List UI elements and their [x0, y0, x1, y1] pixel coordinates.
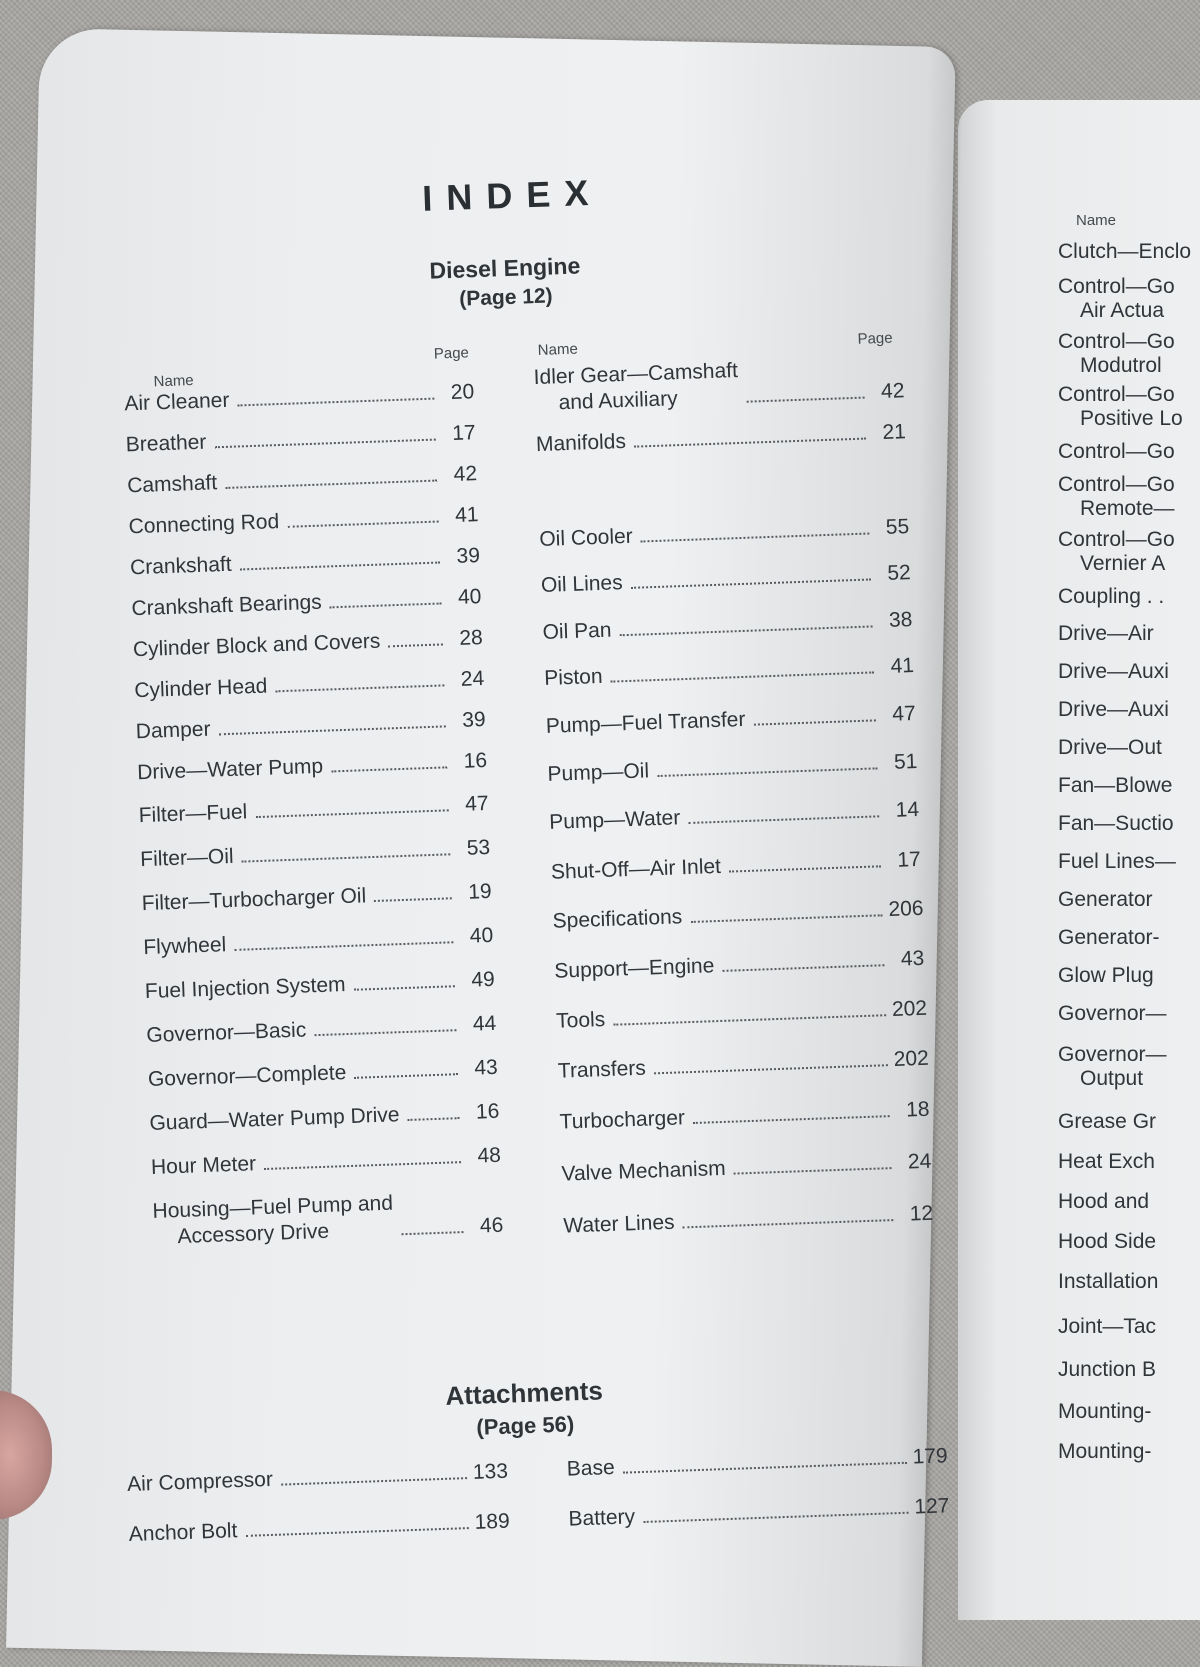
- entry-name: Base: [566, 1455, 616, 1481]
- index-entry: [563, 1201, 934, 1240]
- diesel-heading: Diesel Engine: [429, 252, 581, 284]
- entry-name: Crankshaft: [129, 552, 232, 580]
- entry-page-number: 17: [897, 847, 922, 872]
- entry-name: Control—Go: [1058, 473, 1175, 496]
- next-page-entry: [1058, 275, 1175, 323]
- next-page-entry: [1058, 528, 1175, 576]
- next-page-entry: [1058, 1358, 1156, 1382]
- entry-name-continued: Remote—: [1080, 497, 1175, 520]
- entry-page-number: 53: [466, 835, 491, 860]
- entry-page-number: 202: [891, 996, 928, 1021]
- entry-name: Support—Engine: [554, 954, 715, 983]
- leader-dots: [613, 1014, 886, 1026]
- entry-name: Drive—Air: [1058, 622, 1154, 645]
- entry-name: Control—Go: [1058, 383, 1175, 406]
- leader-dots: [242, 853, 451, 862]
- leader-dots: [330, 602, 442, 608]
- leader-dots: [388, 643, 443, 647]
- index-entry: [557, 1046, 928, 1085]
- index-entry: [148, 1055, 499, 1093]
- next-page-entry: [1058, 1150, 1155, 1174]
- entry-name: Filter—Fuel: [138, 800, 248, 828]
- entry-page-number: 202: [893, 1046, 930, 1071]
- next-page-entry: [1058, 660, 1169, 684]
- index-entry: [536, 419, 907, 458]
- entry-name: Heat Exch: [1058, 1150, 1155, 1173]
- entry-name: Camshaft: [126, 471, 218, 498]
- entry-name: Hood and: [1058, 1190, 1150, 1213]
- entry-page-number: 46: [479, 1213, 504, 1238]
- entry-name: Governor—: [1058, 1043, 1167, 1066]
- right-col-name-header: Name: [537, 340, 579, 359]
- entry-name: Mounting-: [1058, 1440, 1152, 1463]
- entry-name: Fan—Suctio: [1058, 812, 1174, 835]
- index-entry: [545, 701, 916, 740]
- leader-dots: [219, 725, 446, 735]
- entry-page-number: 21: [882, 420, 907, 444]
- entry-name: Cylinder Head: [133, 674, 268, 703]
- entry-name: Specifications: [552, 905, 683, 933]
- index-entry: [541, 560, 912, 599]
- entry-name: Coupling . .: [1058, 585, 1165, 608]
- index-entry: [130, 543, 481, 581]
- leader-dots: [331, 766, 447, 772]
- entry-name: Generator: [1058, 888, 1153, 911]
- leader-dots: [234, 941, 453, 951]
- entry-name: Governor—Basic: [146, 1018, 307, 1048]
- entry-page-number: 39: [456, 544, 481, 568]
- next-page-entry: [1058, 926, 1160, 950]
- entry-page-number: 47: [464, 791, 489, 816]
- entry-name: Fuel Lines—: [1058, 850, 1176, 873]
- entry-name: Water Lines: [562, 1210, 675, 1238]
- entry-name: Hood Side: [1058, 1230, 1157, 1253]
- entry-name: Housing—Fuel Pump and: [152, 1191, 394, 1223]
- entry-page-number: 179: [912, 1444, 949, 1469]
- entry-name: Idler Gear—Camshaft: [533, 358, 739, 390]
- right-col-page-header: Page: [857, 329, 893, 348]
- leader-dots: [620, 625, 873, 636]
- entry-page-number: 41: [890, 654, 915, 678]
- leader-dots: [753, 719, 875, 725]
- entry-name-continued: Vernier A: [1080, 552, 1166, 575]
- entry-name: Filter—Oil: [139, 844, 234, 872]
- leader-dots: [734, 1167, 892, 1175]
- index-entry: [544, 653, 915, 692]
- next-page-entry: [1058, 774, 1172, 798]
- entry-name-continued: Accessory Drive: [177, 1219, 330, 1249]
- entry-page-number: 42: [880, 379, 905, 403]
- next-page-col-name-header: Name: [1076, 212, 1117, 229]
- entry-name: Clutch—Enclo: [1058, 240, 1192, 263]
- entry-page-number: 133: [472, 1459, 509, 1484]
- entry-name: Oil Lines: [540, 571, 624, 597]
- entry-name: Anchor Bolt: [128, 1519, 238, 1546]
- entry-page-number: 14: [895, 797, 920, 822]
- entry-page-number: 24: [460, 667, 485, 691]
- entry-page-number: 40: [457, 585, 482, 609]
- leader-dots: [643, 1512, 908, 1523]
- attachments-page-ref: (Page 56): [475, 1411, 575, 1440]
- entry-name: Drive—Out: [1058, 736, 1162, 759]
- index-entry: [144, 967, 495, 1005]
- entry-name: Control—Go: [1058, 275, 1175, 298]
- next-page-entry: [1058, 1315, 1156, 1339]
- next-page-entry: [1058, 1400, 1151, 1424]
- next-page-entry: [1058, 812, 1174, 836]
- entry-name: Damper: [135, 717, 211, 744]
- next-page-entry: [1058, 440, 1175, 464]
- entry-name: Glow Plug: [1058, 964, 1154, 987]
- entry-page-number: 189: [474, 1509, 511, 1534]
- index-entry: [127, 1459, 508, 1498]
- entry-page-number: 43: [474, 1055, 499, 1080]
- entry-name: Fan—Blowe: [1058, 774, 1173, 797]
- entry-name: Oil Cooler: [538, 524, 634, 552]
- entry-name: Control—Go: [1058, 528, 1175, 551]
- entry-name: Piston: [543, 664, 603, 690]
- leader-dots: [314, 1029, 456, 1036]
- entry-name: Air Compressor: [126, 1467, 274, 1496]
- page-title: INDEX: [421, 171, 604, 219]
- index-entry: [128, 502, 479, 540]
- entry-page-number: 12: [909, 1201, 934, 1226]
- leader-dots: [611, 671, 875, 682]
- entry-name: Flywheel: [142, 933, 227, 960]
- entry-name-continued: Positive Lo: [1080, 407, 1183, 430]
- entry-name: Control—Go: [1058, 440, 1175, 463]
- entry-name: Guard—Water Pump Drive: [149, 1103, 400, 1135]
- entry-name: Connecting Rod: [128, 510, 280, 539]
- entry-page-number: 48: [477, 1143, 502, 1168]
- index-entry: [138, 791, 489, 829]
- index-entry: [556, 996, 927, 1035]
- next-page-entry: [1058, 1110, 1156, 1134]
- entry-name: Generator-: [1058, 926, 1160, 949]
- index-entry: [135, 707, 486, 745]
- next-page-entry: [1058, 888, 1153, 912]
- entry-page-number: 17: [451, 421, 476, 445]
- diesel-heading-block: [404, 252, 606, 314]
- entry-page-number: 55: [885, 515, 910, 539]
- entry-page-number: 52: [886, 561, 912, 585]
- entry-name: Hour Meter: [150, 1152, 257, 1179]
- leader-dots: [214, 439, 435, 449]
- leader-dots: [240, 561, 440, 570]
- index-entry: [566, 1443, 947, 1482]
- entry-page-number: 44: [472, 1011, 497, 1036]
- index-entry: [152, 1187, 504, 1251]
- index-entry: [551, 847, 922, 886]
- entry-name: Governor—Complete: [147, 1061, 347, 1091]
- leader-dots: [276, 684, 445, 692]
- entry-page-number: 28: [459, 626, 484, 650]
- leader-dots: [374, 897, 452, 902]
- leader-dots: [657, 767, 877, 777]
- index-entry: [533, 352, 905, 417]
- left-col-name-header: Name: [153, 371, 194, 391]
- entry-name: Pump—Fuel Transfer: [545, 707, 746, 738]
- index-entry: [131, 584, 482, 622]
- index-entry: [146, 1011, 497, 1049]
- entry-name: Mounting-: [1058, 1400, 1152, 1423]
- entry-page-number: 16: [475, 1099, 500, 1124]
- entry-name: Shut-Off—Air Inlet: [550, 854, 722, 884]
- leader-dots: [747, 397, 865, 403]
- index-entry: [559, 1097, 930, 1136]
- entry-page-number: 39: [461, 708, 487, 732]
- leader-dots: [255, 809, 448, 818]
- entry-name-continued: Modutrol: [1080, 354, 1162, 377]
- entry-name: Installation: [1058, 1270, 1159, 1293]
- entry-name: Pump—Oil: [547, 759, 650, 786]
- index-entry: [547, 749, 918, 788]
- entry-name: Pump—Water: [548, 806, 681, 834]
- leader-dots: [225, 480, 437, 489]
- entry-name-continued: Air Actua: [1080, 299, 1165, 322]
- entry-name: Governor—: [1058, 1002, 1167, 1025]
- entry-name: Fuel Injection System: [144, 973, 346, 1004]
- entry-name: Drive—Auxi: [1058, 698, 1169, 721]
- leader-dots: [688, 815, 879, 824]
- index-entry: [539, 514, 910, 553]
- index-entry: [568, 1493, 949, 1532]
- entry-name: Drive—Auxi: [1058, 660, 1169, 683]
- leader-dots: [631, 578, 871, 588]
- next-page-entry: [1058, 585, 1164, 609]
- entry-page-number: 47: [891, 701, 917, 726]
- entry-name: Battery: [568, 1505, 636, 1531]
- entry-name: Breather: [125, 430, 207, 457]
- entry-page-number: 24: [907, 1149, 932, 1174]
- leader-dots: [238, 398, 435, 407]
- index-entry: [140, 835, 491, 873]
- leader-dots: [722, 964, 884, 972]
- entry-page-number: 41: [454, 503, 479, 527]
- entry-name: Transfers: [557, 1056, 647, 1083]
- entry-page-number: 40: [469, 923, 494, 948]
- entry-page-number: 18: [905, 1097, 930, 1122]
- leader-dots: [245, 1527, 468, 1537]
- next-page-entry: [1058, 383, 1183, 431]
- index-entry: [133, 625, 484, 663]
- entry-name: Valve Mechanism: [561, 1156, 727, 1186]
- leader-dots: [623, 1462, 907, 1474]
- entry-name: Drive—Water Pump: [136, 754, 324, 785]
- entry-name: Tools: [555, 1008, 606, 1033]
- entry-page-number: 38: [888, 608, 913, 632]
- next-page-entry: [1058, 622, 1154, 646]
- entry-name: Oil Pan: [542, 618, 612, 644]
- entry-name: Control—Go: [1058, 330, 1175, 353]
- next-page-entry: [1058, 698, 1169, 722]
- entry-page-number: 42: [453, 462, 478, 486]
- index-entry: [137, 748, 488, 786]
- entry-page-number: 127: [913, 1494, 950, 1519]
- leader-dots: [281, 1477, 467, 1485]
- entry-name: Manifolds: [535, 429, 627, 457]
- entry-name: Crankshaft Bearings: [131, 590, 323, 621]
- next-page-entry: [1058, 1002, 1167, 1026]
- next-page-entry: [1058, 1190, 1149, 1214]
- index-entry: [149, 1099, 500, 1137]
- entry-name: Filter—Turbocharger Oil: [141, 884, 367, 916]
- index-entry: [134, 666, 485, 704]
- leader-dots: [693, 1115, 890, 1124]
- leader-dots: [264, 1161, 461, 1170]
- index-entry: [549, 797, 920, 836]
- leader-dots: [641, 532, 870, 542]
- leader-dots: [354, 985, 455, 991]
- entry-name: Cylinder Block and Covers: [132, 629, 381, 662]
- entry-name-continued: and Auxiliary: [558, 387, 679, 415]
- next-page-entry: [1058, 240, 1191, 264]
- index-entry: [561, 1149, 932, 1188]
- entry-page-number: 51: [893, 749, 918, 774]
- leader-dots: [402, 1231, 464, 1235]
- leader-dots: [690, 914, 882, 923]
- next-page-entry: [1058, 1440, 1151, 1464]
- leader-dots: [729, 865, 881, 872]
- index-entry: [151, 1143, 502, 1181]
- index-entry: [128, 1509, 509, 1548]
- next-page-entry: [1058, 1043, 1167, 1091]
- next-page-entry: [1058, 473, 1175, 521]
- leader-dots: [408, 1117, 460, 1121]
- entry-name-continued: Output: [1080, 1067, 1144, 1090]
- entry-name: Air Cleaner: [123, 388, 230, 416]
- next-page-entry: [1058, 330, 1175, 378]
- diesel-page-ref: (Page 12): [458, 284, 553, 311]
- entry-name: Joint—Tac: [1058, 1315, 1157, 1338]
- index-entry: [552, 896, 923, 935]
- next-page-entry: [1058, 1230, 1156, 1254]
- entry-name: Junction B: [1058, 1358, 1157, 1381]
- entry-name: Grease Gr: [1058, 1110, 1157, 1133]
- next-page-entry: [1058, 964, 1154, 988]
- leader-dots: [654, 1064, 888, 1074]
- next-page-entry: [1058, 850, 1176, 874]
- entry-page-number: 206: [888, 896, 924, 922]
- leader-dots: [683, 1219, 894, 1228]
- entry-page-number: 49: [470, 967, 496, 992]
- entry-page-number: 16: [463, 748, 488, 773]
- leader-dots: [634, 438, 866, 448]
- next-page-entry: [1058, 736, 1162, 760]
- entry-name: Turbocharger: [559, 1106, 686, 1134]
- index-entry: [554, 946, 925, 985]
- index-entry: [127, 461, 478, 499]
- entry-page-number: 43: [900, 946, 925, 971]
- attachments-heading: Attachments: [444, 1375, 604, 1411]
- leader-dots: [287, 521, 438, 528]
- left-col-page-header: Page: [433, 344, 470, 363]
- index-entry: [141, 879, 492, 917]
- attachments-heading-block: [424, 1375, 626, 1443]
- index-entry: [125, 420, 476, 458]
- entry-page-number: 20: [450, 380, 475, 405]
- index-entry: [143, 923, 494, 961]
- leader-dots: [354, 1073, 458, 1079]
- index-entry: [542, 607, 913, 646]
- entry-page-number: 19: [467, 879, 493, 904]
- next-page-entry: [1058, 1270, 1158, 1294]
